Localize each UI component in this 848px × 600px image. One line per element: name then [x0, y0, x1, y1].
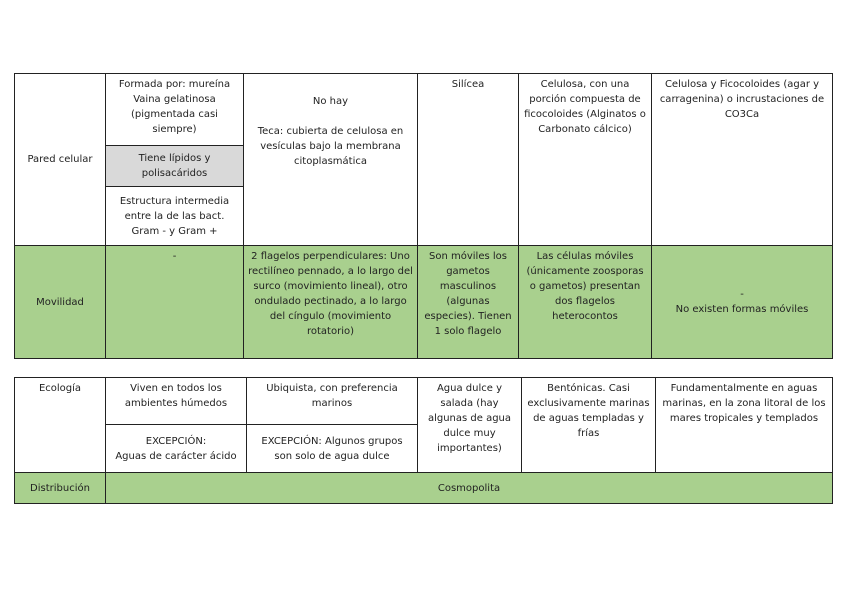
- cell-movilidad-c3: Son móviles los gametos masculinos (algunas especies). Tienen 1 solo flagelo: [418, 246, 519, 359]
- cell-pared-c1b: Tiene lípidos y polisacáridos: [106, 146, 244, 187]
- cell-ecologia-c5: Fundamentalmente en aguas marinas, en la zona litoral de los mares tropicales y templados: [656, 378, 833, 473]
- cell-movilidad-c5b: No existen formas móviles: [675, 304, 809, 315]
- cell-movilidad-c4: Las células móviles (únicamente zoosporas o gametos) presentan dos flagelos heterocontos: [519, 246, 652, 359]
- characteristics-table-1: [14, 73, 833, 359]
- cell-pared-c2b: Teca: cubierta de celulosa en vesículas bajo la membrana citoplasmática: [257, 126, 404, 167]
- cell-pared-c4: Celulosa, con una porción compuesta de ficocoloides (Alginatos o Carbonato cálcico): [519, 74, 652, 246]
- characteristics-table-2: [14, 377, 833, 504]
- cell-ecologia-c4: Bentónicas. Casi exclusivamente marinas de aguas templadas y frías: [522, 378, 656, 473]
- row-label-distribucion: Distribución: [15, 473, 106, 504]
- row-label-ecologia: Ecología: [15, 378, 106, 473]
- cell-ecologia-c2b: EXCEPCIÓN: Algunos grupos son solo de agua dulce: [247, 425, 418, 473]
- row-label-pared-celular: Pared celular: [15, 74, 106, 246]
- cell-pared-c1a: Formada por: mureína Vaina gelatinosa (pigmentada casi siempre): [106, 74, 244, 146]
- cell-movilidad-c1: -: [106, 246, 244, 359]
- row-label-movilidad: Movilidad: [15, 246, 106, 359]
- cell-pared-c1c: Estructura intermedia entre la de las bact. Gram - y Gram +: [106, 187, 244, 246]
- cell-ecologia-c1b-title: EXCEPCIÓN:: [145, 435, 207, 447]
- cell-pared-c2a: No hay: [312, 96, 349, 107]
- cell-ecologia-c1b: [106, 425, 247, 473]
- cell-distribucion-value: Cosmopolita: [106, 473, 833, 504]
- cell-pared-c5: Celulosa y Ficocoloides (agar y carragenina) o incrustaciones de CO3Ca: [652, 74, 833, 246]
- cell-pared-c2: [244, 74, 418, 246]
- cell-ecologia-c2a: Ubiquista, con preferencia marinos: [247, 378, 418, 425]
- cell-movilidad-c5: [652, 246, 833, 359]
- cell-movilidad-c5a: -: [740, 289, 744, 300]
- cell-pared-c3: Silícea: [418, 74, 519, 246]
- cell-ecologia-c1a: Viven en todos los ambientes húmedos: [106, 378, 247, 425]
- cell-ecologia-c3: Agua dulce y salada (hay algunas de agua dulce muy importantes): [418, 378, 522, 473]
- cell-movilidad-c2: 2 flagelos perpendiculares: Uno rectilíneo pennado, a lo largo del surco (movimiento lineal), otro ondulado pectinado, a lo largo del cíngulo (movimiento rotatorio): [244, 246, 418, 359]
- cell-ecologia-c1b-text: Aguas de carácter ácido: [115, 450, 237, 462]
